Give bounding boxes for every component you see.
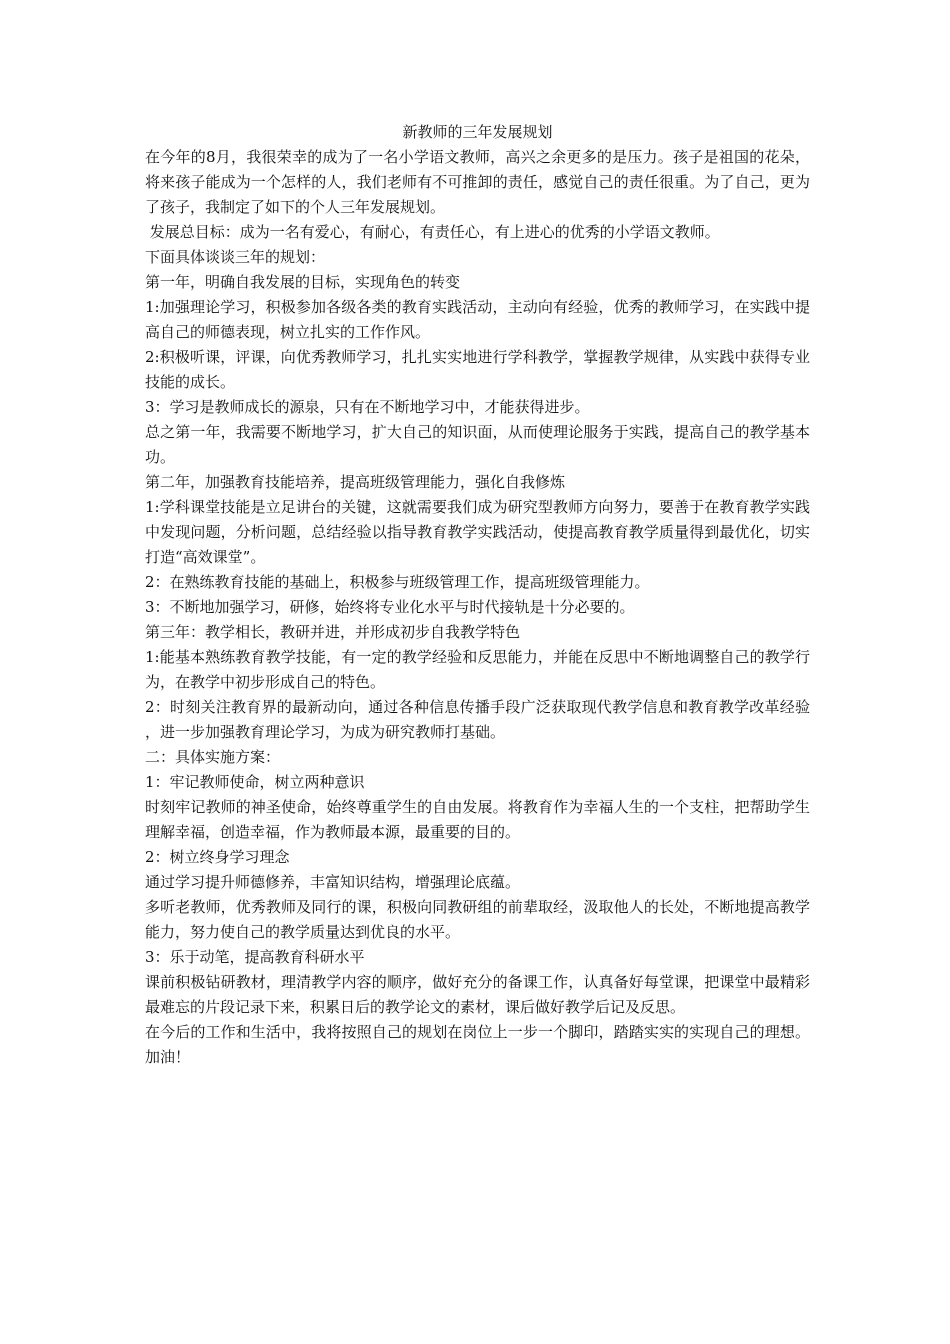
document-page xyxy=(145,120,810,1070)
section-heading: 第一年，明确自我发展的目标，实现角色的转变 xyxy=(145,273,461,291)
section-heading: 二：具体实施方案： xyxy=(145,748,281,766)
paragraph: 通过学习提升师德修养，丰富知识结构，增强理论底蕴。 xyxy=(145,873,521,891)
subsection-heading: 2：树立终身学习理念 xyxy=(145,848,290,866)
paragraph: 1:学科课堂技能是立足讲台的关键，这就需要我们成为研究型教师方向努力，要善于在教育教学实践中发现问题，分析问题，总结经验以指导教育教学实践活动，使提高教育教学质量得到最优化，切实打造“高效课堂”。 xyxy=(145,498,810,566)
paragraph: 2:积极听课，评课，向优秀教师学习，扎扎实实地进行学科教学，掌握教学规律，从实践中获得专业技能的成长。 xyxy=(145,348,810,391)
paragraph: 1:加强理论学习，积极参加各级各类的教育实践活动，主动向有经验，优秀的教师学习，在实践中提高自己的师德表现，树立扎实的工作作风。 xyxy=(145,298,810,341)
paragraph: 发展总目标：成为一名有爱心，有耐心，有责任心，有上进心的优秀的小学语文教师。 xyxy=(145,223,720,241)
paragraph: 下面具体谈谈三年的规划： xyxy=(145,248,326,266)
subsection-heading: 3：乐于动笔，提高教育科研水平 xyxy=(145,948,365,966)
section-heading: 第二年，加强教育技能培养，提高班级管理能力，强化自我修炼 xyxy=(145,473,566,491)
paragraph: 3：不断地加强学习，研修，始终将专业化水平与时代接轨是十分必要的。 xyxy=(145,598,635,616)
paragraph: 在今年的8月，我很荣幸的成为了一名小学语文教师，高兴之余更多的是压力。孩子是祖国的花朵，将来孩子能成为一个怎样的人，我们老师有不可推卸的责任，感觉自己的责任很重。为了自己，更为了孩子，我制定了如下的个人三年发展规划。 xyxy=(145,148,810,216)
paragraph: 2：时刻关注教育界的最新动向，通过各种信息传播手段广泛获取现代教学信息和教育教学改革经验，进一步加强教育理论学习，为成为研究教师打基础。 xyxy=(145,698,810,741)
paragraph: 1:能基本熟练教育教学技能，有一定的教学经验和反思能力，并能在反思中不断地调整自己的教学行为，在教学中初步形成自己的特色。 xyxy=(145,648,810,691)
paragraph: 总之第一年，我需要不断地学习，扩大自己的知识面，从而使理论服务于实践，提高自己的教学基本功。 xyxy=(145,423,810,466)
document-title: 新教师的三年发展规划 xyxy=(402,123,553,141)
paragraph: 在今后的工作和生活中，我将按照自己的规划在岗位上一步一个脚印，踏踏实实的实现自己的理想。加油！ xyxy=(145,1023,810,1066)
paragraph: 课前积极钻研教材，理清教学内容的顺序，做好充分的备课工作，认真备好每堂课，把课堂中最精彩最难忘的片段记录下来，积累日后的教学论文的素材，课后做好教学后记及反思。 xyxy=(145,973,810,1016)
section-heading: 第三年：教学相长，教研并进，并形成初步自我教学特色 xyxy=(145,623,521,641)
subsection-heading: 1：牢记教师使命，树立两种意识 xyxy=(145,773,365,791)
paragraph: 时刻牢记教师的神圣使命，始终尊重学生的自由发展。将教育作为幸福人生的一个支柱，把帮助学生理解幸福，创造幸福，作为教师最本源，最重要的目的。 xyxy=(145,798,810,841)
paragraph: 3：学习是教师成长的源泉，只有在不断地学习中，才能获得进步。 xyxy=(145,398,590,416)
paragraph: 2：在熟练教育技能的基础上，积极参与班级管理工作，提高班级管理能力。 xyxy=(145,573,650,591)
paragraph: 多听老教师，优秀教师及同行的课，积极向同教研组的前辈取经，汲取他人的长处，不断地提高教学能力，努力使自己的教学质量达到优良的水平。 xyxy=(145,898,810,941)
